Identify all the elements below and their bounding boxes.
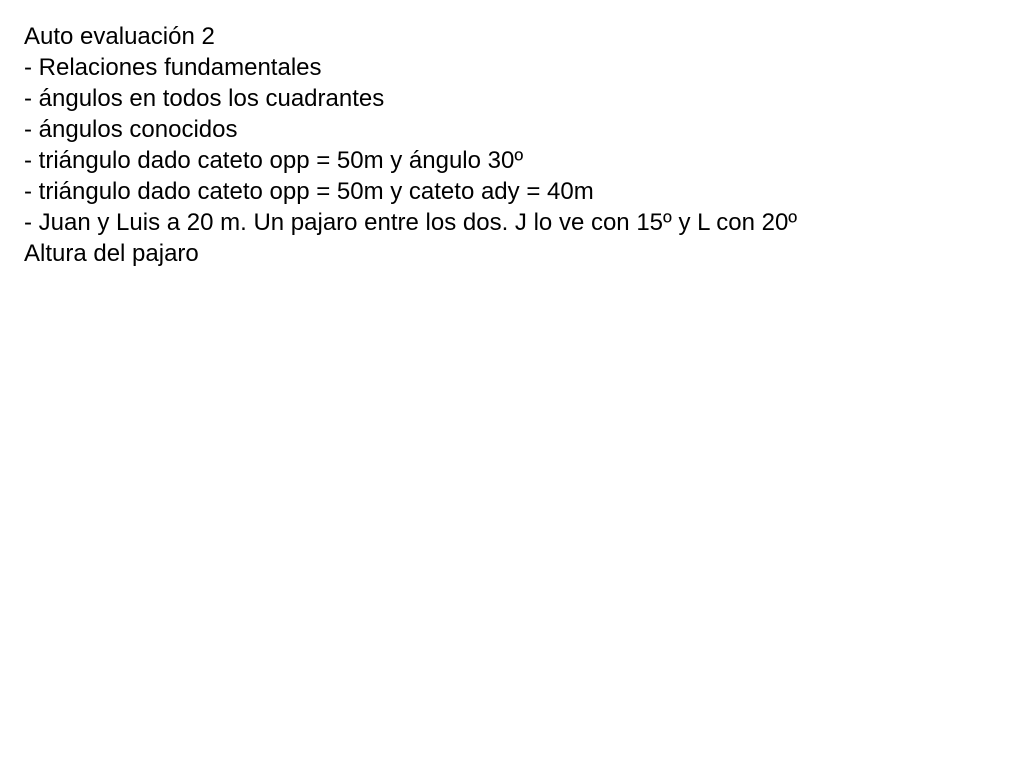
title-line: Auto evaluación 2 (24, 23, 215, 50)
list-item: - ángulos en todos los cuadrantes (24, 85, 385, 112)
list-item: - Relaciones fundamentales (24, 54, 322, 81)
continuation-line: Altura del pajaro (24, 240, 199, 267)
notes-text-block[interactable] (24, 21, 797, 269)
list-item: - triángulo dado cateto opp = 50m y cateto ady = 40m (24, 178, 594, 205)
list-item: - triángulo dado cateto opp = 50m y ángulo 30º (24, 147, 524, 174)
list-item: - Juan y Luis a 20 m. Un pajaro entre los dos. J lo ve con 15º y L con 20º (24, 209, 798, 236)
list-item: - ángulos conocidos (24, 116, 238, 143)
